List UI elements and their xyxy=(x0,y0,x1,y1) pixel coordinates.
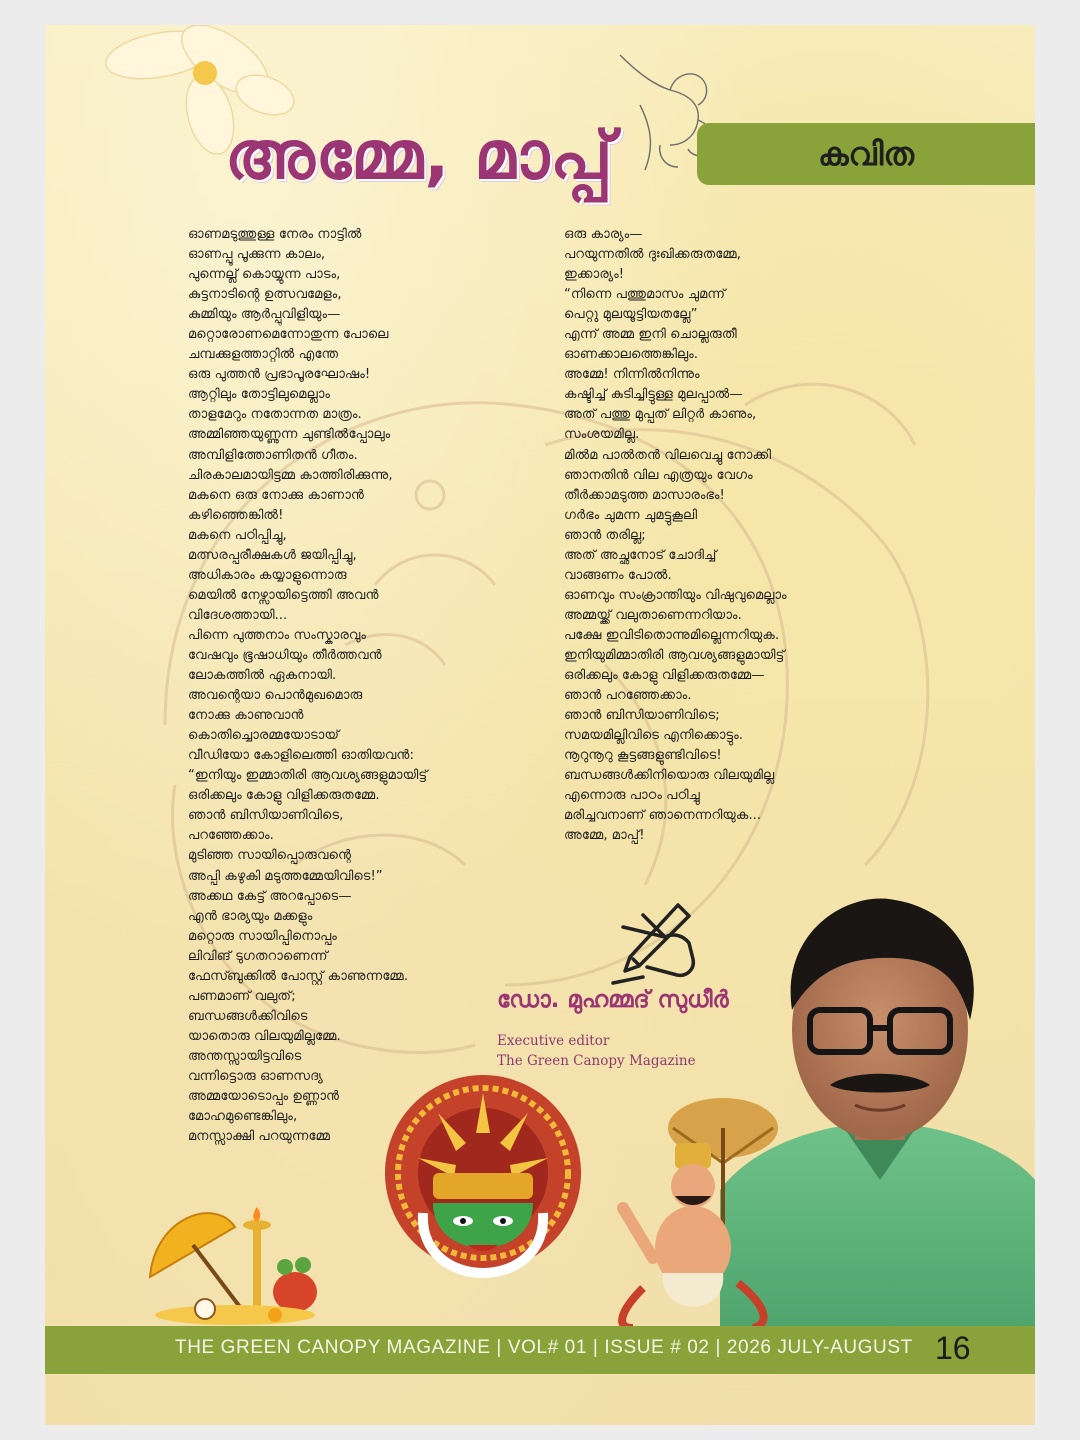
poem-line: ഇനിയുമിമ്മാതിരി ആവശ്യങ്ങളുമായിട്ട് xyxy=(564,647,785,663)
poem-line: അമ്മേ, മാപ്പ്! xyxy=(564,828,645,844)
poem-line: ഓണമടുത്തുള്ള നേരം നാട്ടിൽ xyxy=(188,227,362,242)
poem-line: ഓണക്കാലത്തെങ്കിലും. xyxy=(564,347,698,363)
poem-line: ഒരിക്കലും കോളു വിളിക്കരുതമ്മേ— xyxy=(564,668,765,684)
poem-line: ചിരകാലമായിട്ടമ്മ കാത്തിരിക്കുന്നു, xyxy=(188,467,393,483)
poem-line: അമ്മയ്ക്ക് വലുതാണെന്നറിയാം. xyxy=(564,607,742,623)
poem-line: മനസ്സാക്ഷി പറയുന്നമ്മേ xyxy=(188,1129,331,1145)
poem-line: വാങ്ങണം പോൽ. xyxy=(564,567,672,583)
poem-line: എൻ ഭാര്യയും മക്കളും xyxy=(188,908,313,924)
poem-line: മരിച്ചവനാണ് ഞാനെന്നറിയുക... xyxy=(564,808,762,824)
poem-line: മത്സരപ്പരീക്ഷകൾ ജയിപ്പിച്ചു, xyxy=(188,547,357,563)
poem-line: ആറ്റിലും തോട്ടിലുമെല്ലാം xyxy=(188,387,331,403)
poem-line: മോഹമുണ്ടെങ്കിലും, xyxy=(188,1109,298,1125)
poem-line: സമയമില്ലിവിടെ എനിക്കൊട്ടും. xyxy=(564,728,743,744)
poem-line: ഒരു പുത്തൻ പ്രഭാപൂരഘോഷം! xyxy=(188,367,371,383)
poem-line: ഞാൻ ബിസിയാണിവിടെ, xyxy=(188,808,344,824)
poem-line: മുടിഞ്ഞ സായിപ്പൊരുവന്റെ xyxy=(188,848,352,864)
poem-line: വന്നിട്ടൊരു ഓണസദ്യ xyxy=(188,1068,323,1084)
author-role: Executive editor xyxy=(497,1033,610,1049)
poem-line: മിൽമ പാൽതൻ വിലവെച്ചു നോക്കി xyxy=(564,447,772,463)
poem-column-2 xyxy=(564,225,787,846)
poem-line: ഞാനതിൻ വില എത്രയും വേഗം xyxy=(564,467,753,483)
poem-line: മറ്റൊരോണമെന്നോതുന്ന പോലെ xyxy=(188,327,389,343)
page-title: അമ്മേ, മാപ്പ് xyxy=(225,117,614,194)
poem-line: കൊതിച്ചൊരമ്മയോടായ് xyxy=(188,728,340,744)
poem-line: മറ്റൊരു സായിപ്പിനൊപ്പം xyxy=(188,928,337,944)
poem-line: അക്കഥ കേട്ട് അറപ്പോടെ— xyxy=(188,888,352,904)
poem-line: എന്നൊരു പാഠം പഠിച്ചു xyxy=(564,788,700,804)
poem-line: ബന്ധങ്ങൾക്കിവിടെ xyxy=(188,1008,308,1024)
poem-line: ഇക്കാര്യം! xyxy=(564,267,625,283)
poem-line: സംശയമില്ല. xyxy=(564,427,640,443)
poem-line: മകനെ പഠിപ്പിച്ചു, xyxy=(188,527,287,543)
poem-line: പിന്നെ പുത്തനാം സംസ്കാരവും xyxy=(188,627,367,643)
poem-line: “ഇനിയും ഇമ്മാതിരി ആവശ്യങ്ങളുമായിട്ട് xyxy=(188,768,428,784)
poem-line: ഗർഭം ചുമന്ന ചുമട്ടുകൂലി xyxy=(564,507,698,523)
poem-line: “നിന്നെ പത്തുമാസം ചുമന്ന് xyxy=(564,287,726,303)
poem-line: താളമേറും നതോന്നത മാത്രം. xyxy=(188,407,362,423)
poem-line: ലിവിങ് ടുഗതറാണെന്ന് xyxy=(188,948,328,964)
poem-line: ബന്ധങ്ങൾക്കിനിയൊരു വിലയുമില്ല xyxy=(564,768,775,784)
author-organization: The Green Canopy Magazine xyxy=(497,1053,696,1069)
author-credit xyxy=(497,1031,696,1071)
poem-line: പറഞ്ഞേക്കാം. xyxy=(188,828,274,844)
poem-line: കഷ്ടിച്ച് കുടിച്ചിട്ടുള്ള മുലപ്പാൽ— xyxy=(564,387,743,403)
poem-line: മെയിൽ നേഴ്സായിട്ടെത്തി അവൻ xyxy=(188,587,379,603)
footer-text: THE GREEN CANOPY MAGAZINE | VOL# 01 | ISSUE # 02 | 2026 JULY-AUGUST xyxy=(175,1337,913,1358)
poem-line: അത് അച്ഛനോട് ചോദിച്ച് xyxy=(564,547,717,563)
poem-line: വിദേശത്തായി... xyxy=(188,607,288,623)
poem-line: അത് പത്തു മുപ്പത് ലിറ്റർ കാണും, xyxy=(564,407,757,423)
poem-line: അപ്പി കഴുകി മടുത്തമ്മേയിവിടെ!” xyxy=(188,868,383,884)
poem-line: പണമാണ് വലുത്; xyxy=(188,988,296,1004)
poem-line: അന്തസ്സായിട്ടവിടെ xyxy=(188,1048,302,1064)
poem-column-1 xyxy=(188,225,427,1147)
poem-line: പുന്നെല്ല് കൊയ്യുന്ന പാടം, xyxy=(188,267,341,283)
pen-writing-icon xyxy=(603,897,703,987)
poem-line: ഓണപ്പൂ പൂക്കുന്ന കാലം, xyxy=(188,247,326,263)
poem-line: പെറ്റു മുലയൂട്ടിയതല്ലേ” xyxy=(564,307,698,323)
poem-line: ഒരു കാര്യം— xyxy=(564,227,643,242)
poem-line: നോക്കു കാണുവാൻ xyxy=(188,708,304,724)
poem-line: അധികാരം കയ്യാളുന്നൊരു xyxy=(188,567,347,583)
poem-line: ലോകത്തിൽ ഏകനായി. xyxy=(188,668,337,684)
poem-line: ഓണവും സംക്രാന്തിയും വിഷുവുമെല്ലാം xyxy=(564,587,787,603)
poem-line: നൂറുനൂറു കൂട്ടങ്ങളുണ്ടിവിടെ! xyxy=(564,748,722,764)
poem-line: ചമ്പക്കുളത്താറ്റിൽ എന്തേ xyxy=(188,347,339,363)
poem-line: വേഷവും ഭൂഷാധിയും തീർത്തവൻ xyxy=(188,647,382,663)
poem-line: അമ്മയോടൊപ്പം ഉണ്ണാൻ xyxy=(188,1089,340,1105)
poem-line: അമ്പിളിത്തോണിതൻ ഗീതം. xyxy=(188,447,358,463)
poem-line: അമ്മേ! നിന്നിൽനിന്നും xyxy=(564,367,700,383)
author-name: ഡോ. മുഹമ്മദ് സുധീർ xyxy=(497,987,729,1013)
category-label: കവിത xyxy=(817,134,915,173)
umbrella-lamp-icon xyxy=(145,1197,325,1327)
page-number: 16 xyxy=(935,1330,971,1366)
poem-line: കുമ്മിയും ആർപ്പുവിളിയും— xyxy=(188,307,341,323)
poem-line: എന്ന് അമ്മ ഇനി ചൊല്ലരുതീ xyxy=(564,327,737,343)
poem-line: തീർക്കാമടുത്ത മാസാരംഭം! xyxy=(564,487,725,503)
poem-line: ഞാൻ തരില്ല; xyxy=(564,527,646,543)
poem-line: പറയുന്നതിൽ ദുഃഖിക്കരുതമ്മേ, xyxy=(564,247,741,263)
poem-line: ഫേസ്ബുക്കിൽ പോസ്റ്റ് കാണുന്നമ്മേ. xyxy=(188,968,409,984)
poem-line: യാതൊരു വിലയുമില്ലമ്മേ. xyxy=(188,1028,341,1044)
poem-line: വീഡിയോ കോളിലെത്തി ഓതിയവൻ: xyxy=(188,748,414,764)
poem-line: കുട്ടനാടിന്റെ ഉത്സവമേളം, xyxy=(188,287,342,303)
poem-line: മകനെ ഒരു നോക്കു കാണാൻ xyxy=(188,487,365,503)
poem-line: കഴിഞ്ഞെങ്കിൽ! xyxy=(188,507,284,523)
poem-line: അവന്റെയാ പൊൻമുഖമൊരു xyxy=(188,688,363,704)
category-banner xyxy=(697,123,1035,185)
poem-line: ഒരിക്കലും കോളു വിളിക്കരുതമ്മേ. xyxy=(188,788,380,804)
kathakali-face-icon xyxy=(378,1073,588,1323)
poem-line: ഞാൻ പറഞ്ഞേക്കാം. xyxy=(564,688,692,704)
magazine-page xyxy=(45,25,1035,1425)
poem-line: അമ്മിഞ്ഞയുണ്ണുന്ന ചുണ്ടിൽപ്പോലും xyxy=(188,427,391,443)
poem-line: ഞാൻ ബിസിയാണിവിടെ; xyxy=(564,708,720,724)
maveli-figure-icon xyxy=(603,1088,783,1328)
poem-line: പക്ഷേ ഇവിടിതൊന്നുമില്ലെന്നറിയുക. xyxy=(564,627,780,643)
